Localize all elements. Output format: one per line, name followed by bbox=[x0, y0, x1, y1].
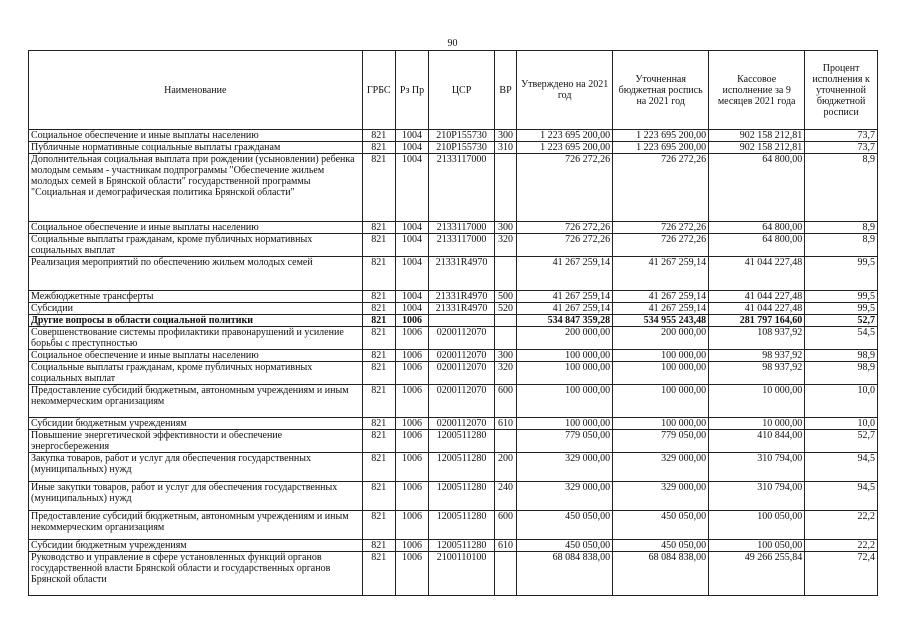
cell-csr: 210Р155730 bbox=[429, 142, 495, 154]
cell-approved: 100 000,00 bbox=[517, 350, 613, 362]
cell-percent: 54,5 bbox=[805, 327, 878, 350]
cell-name: Совершенствование системы профилактики правонарушений и усиление борьбы с преступностью bbox=[29, 327, 363, 350]
cell-percent: 52,7 bbox=[805, 430, 878, 453]
cell-name: Социальное обеспечение и иные выплаты населению bbox=[29, 350, 363, 362]
table-row bbox=[29, 315, 878, 327]
col-vr-header: ВР bbox=[494, 51, 516, 130]
table-row bbox=[29, 453, 878, 482]
cell-vr: 320 bbox=[494, 362, 516, 385]
cell-rzpr: 1006 bbox=[395, 482, 428, 511]
cell-grbs: 821 bbox=[362, 130, 395, 142]
cell-grbs: 821 bbox=[362, 142, 395, 154]
cell-approved: 450 050,00 bbox=[517, 511, 613, 540]
cell-rzpr: 1004 bbox=[395, 303, 428, 315]
cell-refined: 329 000,00 bbox=[613, 453, 709, 482]
cell-vr: 520 bbox=[494, 303, 516, 315]
cell-refined: 100 000,00 bbox=[613, 362, 709, 385]
table-row bbox=[29, 142, 878, 154]
cell-grbs: 821 bbox=[362, 362, 395, 385]
cell-cash: 410 844,00 bbox=[709, 430, 805, 453]
cell-name: Другие вопросы в области социальной политики bbox=[29, 315, 363, 327]
cell-rzpr: 1006 bbox=[395, 453, 428, 482]
cell-csr: 1200511280 bbox=[429, 430, 495, 453]
cell-percent: 99,5 bbox=[805, 291, 878, 303]
table-row bbox=[29, 362, 878, 385]
cell-cash: 10 000,00 bbox=[709, 385, 805, 418]
cell-name: Субсидии бюджетным учреждениям bbox=[29, 418, 363, 430]
cell-cash: 98 937,92 bbox=[709, 350, 805, 362]
table-row bbox=[29, 327, 878, 350]
table-row bbox=[29, 303, 878, 315]
cell-cash: 310 794,00 bbox=[709, 453, 805, 482]
cell-name: Предоставление субсидий бюджетным, автономным учреждениям и иным некоммерческим организациям bbox=[29, 511, 363, 540]
cell-grbs: 821 bbox=[362, 315, 395, 327]
cell-vr: 320 bbox=[494, 234, 516, 257]
cell-refined: 200 000,00 bbox=[613, 327, 709, 350]
cell-percent: 8,9 bbox=[805, 234, 878, 257]
cell-approved: 100 000,00 bbox=[517, 418, 613, 430]
cell-csr: 21331R4970 bbox=[429, 291, 495, 303]
cell-rzpr: 1004 bbox=[395, 234, 428, 257]
cell-vr bbox=[494, 315, 516, 327]
cell-name: Социальное обеспечение и иные выплаты населению bbox=[29, 130, 363, 142]
col-name-header: Наименование bbox=[29, 51, 363, 130]
cell-grbs: 821 bbox=[362, 482, 395, 511]
col-refined-header: Уточненная бюджетная роспись на 2021 год bbox=[613, 51, 709, 130]
cell-name: Публичные нормативные социальные выплаты гражданам bbox=[29, 142, 363, 154]
cell-csr: 2133117000 bbox=[429, 154, 495, 222]
cell-csr: 2133117000 bbox=[429, 222, 495, 234]
table-row bbox=[29, 482, 878, 511]
cell-approved: 200 000,00 bbox=[517, 327, 613, 350]
cell-name: Иные закупки товаров, работ и услуг для обеспечения государственных (муниципальных) нужд bbox=[29, 482, 363, 511]
cell-rzpr: 1006 bbox=[395, 540, 428, 552]
cell-csr bbox=[429, 315, 495, 327]
cell-refined: 100 000,00 bbox=[613, 350, 709, 362]
cell-approved: 329 000,00 bbox=[517, 482, 613, 511]
cell-refined: 329 000,00 bbox=[613, 482, 709, 511]
cell-cash: 64 800,00 bbox=[709, 222, 805, 234]
cell-vr bbox=[494, 154, 516, 222]
cell-refined: 450 050,00 bbox=[613, 511, 709, 540]
cell-cash: 41 044 227,48 bbox=[709, 291, 805, 303]
cell-approved: 779 050,00 bbox=[517, 430, 613, 453]
table-row bbox=[29, 350, 878, 362]
cell-rzpr: 1006 bbox=[395, 552, 428, 596]
cell-csr: 2100110100 bbox=[429, 552, 495, 596]
cell-percent: 8,9 bbox=[805, 222, 878, 234]
col-percent-header: Процент исполнения к уточненной бюджетной росписи bbox=[805, 51, 878, 130]
page-number: 90 bbox=[447, 38, 458, 49]
cell-grbs: 821 bbox=[362, 350, 395, 362]
cell-cash: 64 800,00 bbox=[709, 234, 805, 257]
cell-cash: 100 050,00 bbox=[709, 511, 805, 540]
table-row bbox=[29, 418, 878, 430]
cell-refined: 726 272,26 bbox=[613, 234, 709, 257]
cell-approved: 41 267 259,14 bbox=[517, 303, 613, 315]
table-row bbox=[29, 257, 878, 291]
cell-rzpr: 1006 bbox=[395, 350, 428, 362]
cell-vr: 600 bbox=[494, 385, 516, 418]
table-header-row bbox=[29, 51, 878, 130]
cell-approved: 726 272,26 bbox=[517, 222, 613, 234]
cell-refined: 1 223 695 200,00 bbox=[613, 142, 709, 154]
col-grbs-header: ГРБС bbox=[362, 51, 395, 130]
cell-rzpr: 1004 bbox=[395, 257, 428, 291]
table-row bbox=[29, 511, 878, 540]
cell-approved: 1 223 695 200,00 bbox=[517, 130, 613, 142]
cell-cash: 281 797 164,60 bbox=[709, 315, 805, 327]
cell-grbs: 821 bbox=[362, 418, 395, 430]
cell-percent: 8,9 bbox=[805, 154, 878, 222]
cell-vr: 610 bbox=[494, 418, 516, 430]
cell-name: Межбюджетные трансферты bbox=[29, 291, 363, 303]
cell-name: Руководство и управление в сфере установленных функций органов государственной власти Брянской области и государственных органов Брянской области bbox=[29, 552, 363, 596]
col-cash-header: Кассовое исполнение за 9 месяцев 2021 года bbox=[709, 51, 805, 130]
cell-rzpr: 1006 bbox=[395, 315, 428, 327]
cell-vr: 310 bbox=[494, 142, 516, 154]
table-row bbox=[29, 385, 878, 418]
cell-vr: 200 bbox=[494, 453, 516, 482]
table-row bbox=[29, 430, 878, 453]
cell-percent: 99,5 bbox=[805, 257, 878, 291]
cell-approved: 41 267 259,14 bbox=[517, 257, 613, 291]
cell-csr: 1200511280 bbox=[429, 511, 495, 540]
cell-approved: 100 000,00 bbox=[517, 385, 613, 418]
cell-rzpr: 1006 bbox=[395, 511, 428, 540]
cell-approved: 726 272,26 bbox=[517, 234, 613, 257]
cell-vr: 500 bbox=[494, 291, 516, 303]
cell-name: Дополнительная социальная выплата при рождении (усыновлении) ребенка молодым семьям - участникам подпрограммы "Обеспечение жильем молодых семей в Брянской области" государственной программы "Социальная и демографическая политика Брянской области" bbox=[29, 154, 363, 222]
cell-approved: 68 084 838,00 bbox=[517, 552, 613, 596]
cell-vr bbox=[494, 257, 516, 291]
cell-approved: 329 000,00 bbox=[517, 453, 613, 482]
cell-csr: 0200112070 bbox=[429, 418, 495, 430]
cell-name: Закупка товаров, работ и услуг для обеспечения государственных (муниципальных) нужд bbox=[29, 453, 363, 482]
cell-cash: 902 158 212,81 bbox=[709, 130, 805, 142]
cell-vr: 300 bbox=[494, 130, 516, 142]
cell-csr: 21331R4970 bbox=[429, 303, 495, 315]
cell-refined: 450 050,00 bbox=[613, 540, 709, 552]
cell-percent: 22,2 bbox=[805, 540, 878, 552]
cell-grbs: 821 bbox=[362, 257, 395, 291]
cell-percent: 73,7 bbox=[805, 130, 878, 142]
cell-refined: 534 955 243,48 bbox=[613, 315, 709, 327]
cell-vr: 240 bbox=[494, 482, 516, 511]
cell-cash: 108 937,92 bbox=[709, 327, 805, 350]
table-row bbox=[29, 222, 878, 234]
cell-name: Субсидии bbox=[29, 303, 363, 315]
cell-name: Повышение энергетической эффективности и обеспечение энергосбережения bbox=[29, 430, 363, 453]
cell-refined: 726 272,26 bbox=[613, 222, 709, 234]
cell-approved: 534 847 359,28 bbox=[517, 315, 613, 327]
cell-grbs: 821 bbox=[362, 222, 395, 234]
cell-cash: 100 050,00 bbox=[709, 540, 805, 552]
cell-vr: 600 bbox=[494, 511, 516, 540]
col-rzpr-header: Рз Пр bbox=[395, 51, 428, 130]
table-row bbox=[29, 130, 878, 142]
cell-rzpr: 1006 bbox=[395, 327, 428, 350]
table-row bbox=[29, 540, 878, 552]
cell-grbs: 821 bbox=[362, 291, 395, 303]
cell-refined: 726 272,26 bbox=[613, 154, 709, 222]
cell-grbs: 821 bbox=[362, 552, 395, 596]
cell-name: Предоставление субсидий бюджетным, автономным учреждениям и иным некоммерческим организациям bbox=[29, 385, 363, 418]
cell-name: Социальное обеспечение и иные выплаты населению bbox=[29, 222, 363, 234]
cell-cash: 98 937,92 bbox=[709, 362, 805, 385]
cell-grbs: 821 bbox=[362, 430, 395, 453]
cell-percent: 94,5 bbox=[805, 453, 878, 482]
cell-percent: 52,7 bbox=[805, 315, 878, 327]
cell-refined: 41 267 259,14 bbox=[613, 303, 709, 315]
cell-cash: 902 158 212,81 bbox=[709, 142, 805, 154]
cell-csr: 1200511280 bbox=[429, 540, 495, 552]
cell-csr: 0200112070 bbox=[429, 362, 495, 385]
cell-approved: 100 000,00 bbox=[517, 362, 613, 385]
cell-rzpr: 1004 bbox=[395, 222, 428, 234]
cell-csr: 1200511280 bbox=[429, 453, 495, 482]
table-row bbox=[29, 234, 878, 257]
cell-name: Социальные выплаты гражданам, кроме публичных нормативных социальных выплат bbox=[29, 362, 363, 385]
cell-percent: 98,9 bbox=[805, 350, 878, 362]
cell-rzpr: 1004 bbox=[395, 154, 428, 222]
cell-name: Субсидии бюджетным учреждениям bbox=[29, 540, 363, 552]
cell-cash: 10 000,00 bbox=[709, 418, 805, 430]
cell-vr: 300 bbox=[494, 350, 516, 362]
cell-cash: 310 794,00 bbox=[709, 482, 805, 511]
cell-refined: 68 084 838,00 bbox=[613, 552, 709, 596]
cell-grbs: 821 bbox=[362, 385, 395, 418]
cell-vr bbox=[494, 552, 516, 596]
cell-grbs: 821 bbox=[362, 234, 395, 257]
col-approved-header: Утверждено на 2021 год bbox=[517, 51, 613, 130]
cell-approved: 41 267 259,14 bbox=[517, 291, 613, 303]
cell-percent: 10,0 bbox=[805, 418, 878, 430]
cell-percent: 10,0 bbox=[805, 385, 878, 418]
cell-refined: 100 000,00 bbox=[613, 385, 709, 418]
cell-csr: 210Р155730 bbox=[429, 130, 495, 142]
cell-approved: 726 272,26 bbox=[517, 154, 613, 222]
col-csr-header: ЦСР bbox=[429, 51, 495, 130]
cell-rzpr: 1004 bbox=[395, 142, 428, 154]
cell-vr bbox=[494, 430, 516, 453]
cell-rzpr: 1006 bbox=[395, 418, 428, 430]
cell-refined: 779 050,00 bbox=[613, 430, 709, 453]
cell-cash: 41 044 227,48 bbox=[709, 257, 805, 291]
cell-grbs: 821 bbox=[362, 511, 395, 540]
cell-cash: 64 800,00 bbox=[709, 154, 805, 222]
cell-name: Реализация мероприятий по обеспечению жильем молодых семей bbox=[29, 257, 363, 291]
cell-percent: 72,4 bbox=[805, 552, 878, 596]
cell-refined: 100 000,00 bbox=[613, 418, 709, 430]
cell-vr: 610 bbox=[494, 540, 516, 552]
cell-approved: 1 223 695 200,00 bbox=[517, 142, 613, 154]
table-row bbox=[29, 552, 878, 596]
cell-rzpr: 1006 bbox=[395, 430, 428, 453]
cell-percent: 98,9 bbox=[805, 362, 878, 385]
cell-grbs: 821 bbox=[362, 327, 395, 350]
cell-grbs: 821 bbox=[362, 303, 395, 315]
cell-refined: 41 267 259,14 bbox=[613, 291, 709, 303]
cell-name: Социальные выплаты гражданам, кроме публичных нормативных социальных выплат bbox=[29, 234, 363, 257]
cell-csr: 0200112070 bbox=[429, 350, 495, 362]
cell-cash: 41 044 227,48 bbox=[709, 303, 805, 315]
cell-rzpr: 1004 bbox=[395, 130, 428, 142]
table-body bbox=[29, 130, 878, 596]
budget-table bbox=[28, 50, 878, 596]
cell-csr: 2133117000 bbox=[429, 234, 495, 257]
cell-percent: 22,2 bbox=[805, 511, 878, 540]
cell-refined: 41 267 259,14 bbox=[613, 257, 709, 291]
table-row bbox=[29, 154, 878, 222]
cell-rzpr: 1006 bbox=[395, 362, 428, 385]
cell-percent: 99,5 bbox=[805, 303, 878, 315]
cell-percent: 73,7 bbox=[805, 142, 878, 154]
cell-csr: 1200511280 bbox=[429, 482, 495, 511]
cell-csr: 21331R4970 bbox=[429, 257, 495, 291]
cell-grbs: 821 bbox=[362, 154, 395, 222]
cell-grbs: 821 bbox=[362, 453, 395, 482]
cell-grbs: 821 bbox=[362, 540, 395, 552]
cell-csr: 0200112070 bbox=[429, 385, 495, 418]
cell-refined: 1 223 695 200,00 bbox=[613, 130, 709, 142]
cell-rzpr: 1004 bbox=[395, 291, 428, 303]
cell-vr bbox=[494, 327, 516, 350]
cell-csr: 0200112070 bbox=[429, 327, 495, 350]
cell-rzpr: 1006 bbox=[395, 385, 428, 418]
cell-approved: 450 050,00 bbox=[517, 540, 613, 552]
table-row bbox=[29, 291, 878, 303]
cell-cash: 49 266 255,84 bbox=[709, 552, 805, 596]
cell-percent: 94,5 bbox=[805, 482, 878, 511]
cell-vr: 300 bbox=[494, 222, 516, 234]
